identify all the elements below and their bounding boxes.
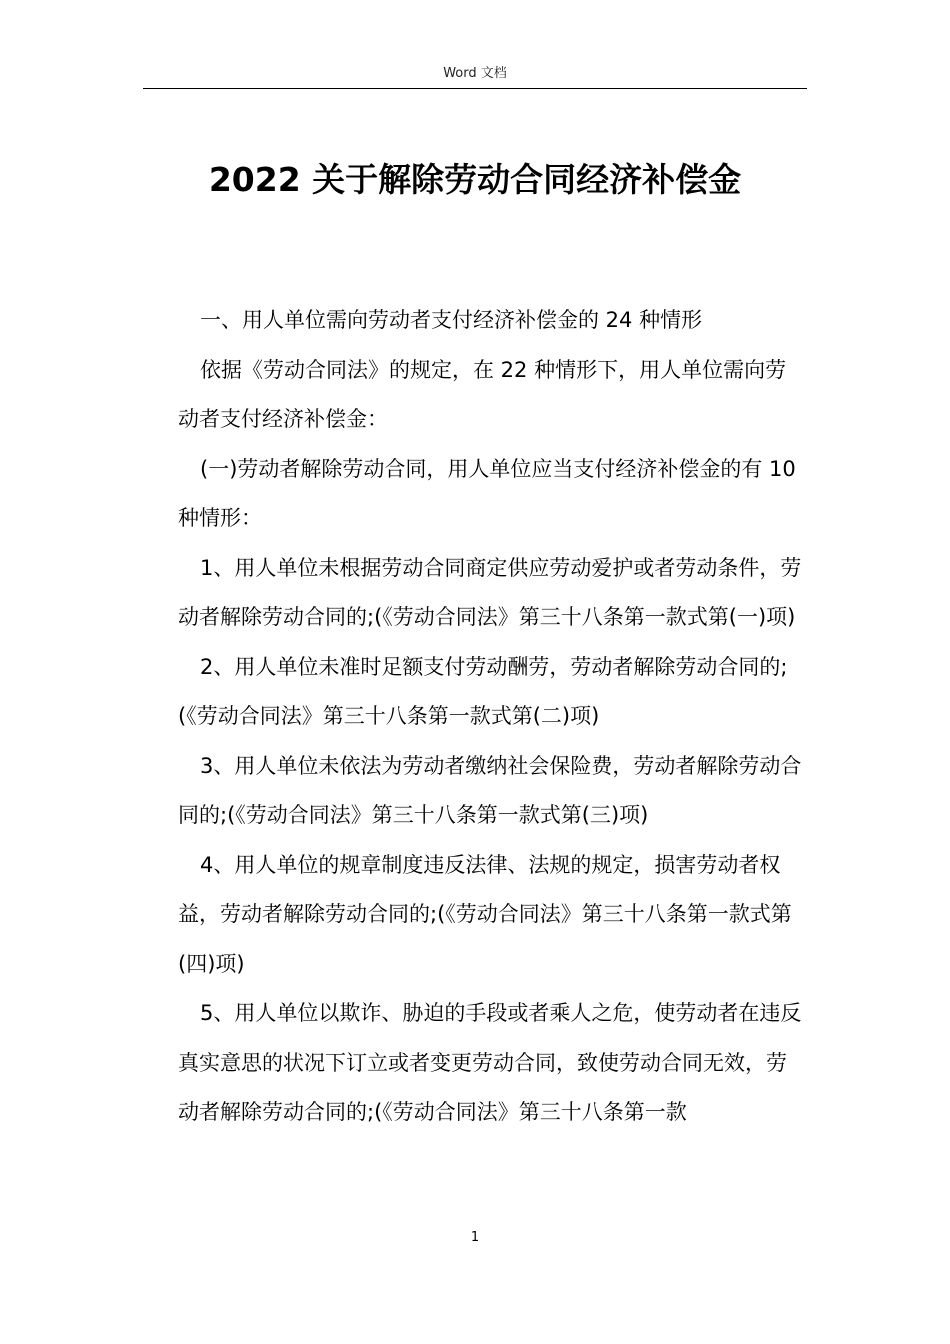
header-divider [143, 88, 807, 89]
paragraph-3: (一)劳动者解除劳动合同，用人单位应当支付经济补偿金的有 10 种情形： [178, 456, 796, 530]
page-header: Word 文档 [443, 66, 507, 81]
paragraph-8: 5、用人单位以欺诈、胁迫的手段或者乘人之危，使劳动者在违反真实意思的状况下订立或者变更劳动合同，致使劳动合同无效，劳动者解除劳动合同的;(《劳动合同法》第三十八条第一款 [178, 1001, 802, 1124]
page-number: 1 [470, 1230, 480, 1245]
paragraph-7: 4、用人单位的规章制度违反法律、法规的规定，损害劳动者权益，劳动者解除劳动合同的;(《劳动合同法》第三十八条第一款式第(四)项) [178, 852, 792, 976]
document-title: 2022 关于解除劳动合同经济补偿金 [208, 160, 742, 199]
paragraph-1: 一、用人单位需向劳动者支付经济补偿金的 24 种情形 [200, 308, 703, 332]
paragraph-2: 依据《劳动合同法》的规定，在 22 种情形下，用人单位需向劳动者支付经济补偿金： [178, 357, 787, 431]
paragraph-5: 2、用人单位未准时足额支付劳动酬劳，劳动者解除劳动合同的;(《劳动合同法》第三十八条第一款式第(二)项) [178, 654, 788, 728]
paragraph-4: 1、用人单位未根据劳动合同商定供应劳动爱护或者劳动条件，劳动者解除劳动合同的;(《劳动合同法》第三十八条第一款式第(一)项) [178, 555, 802, 629]
paragraph-6: 3、用人单位未依法为劳动者缴纳社会保险费，劳动者解除劳动合同的;(《劳动合同法》第三十八条第一款式第(三)项) [178, 753, 802, 827]
document-body [178, 296, 804, 1138]
